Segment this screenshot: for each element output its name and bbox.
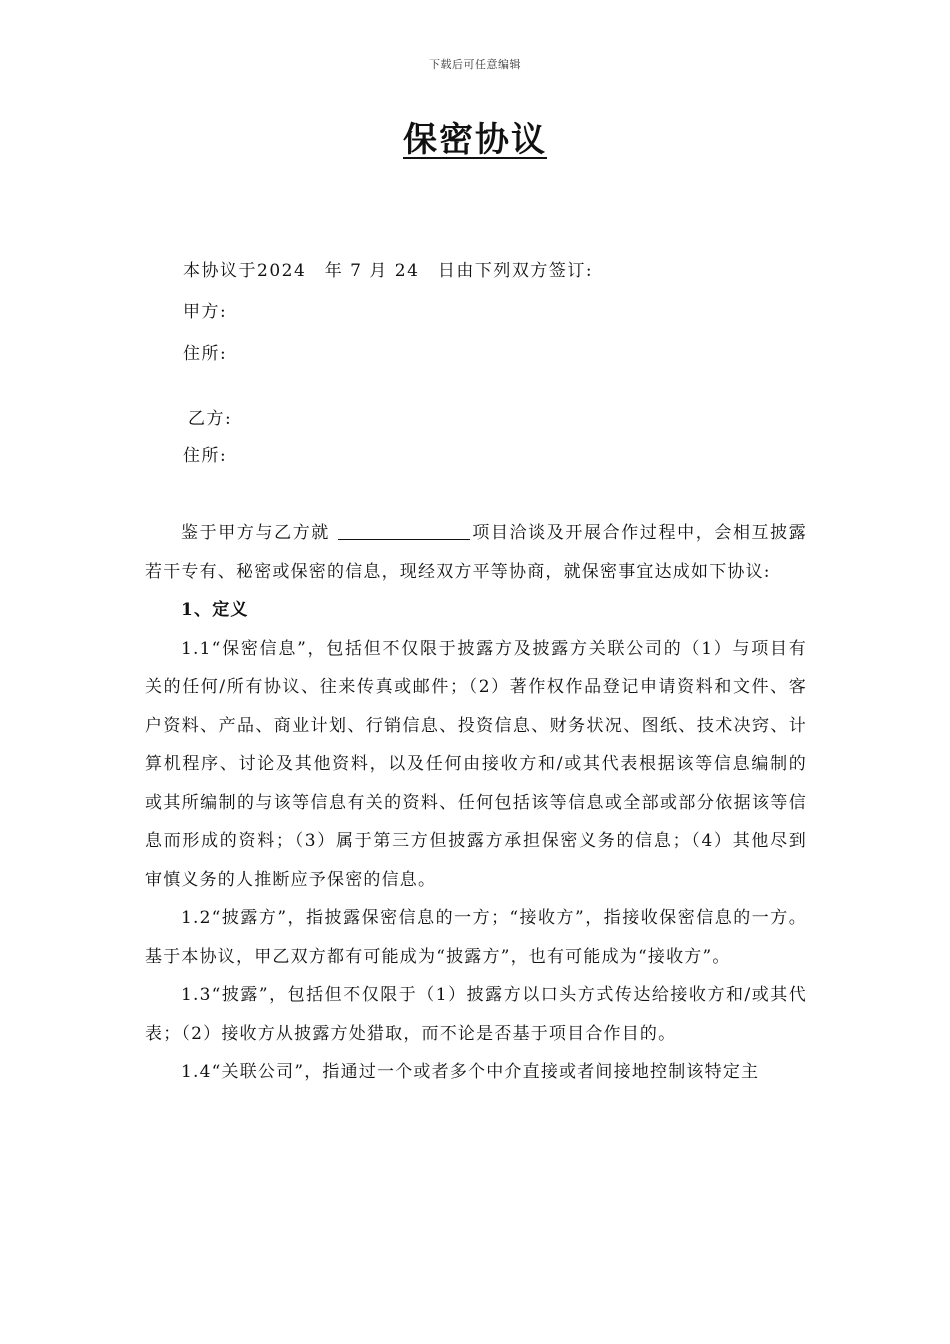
party-b-label: 乙方: [188,409,233,429]
party-a-address-label: 住所: [183,344,228,364]
date-line: 本协议于2024 年 7 月 24 日由下列双方签订: [183,261,594,281]
agreement-body [145,514,807,1092]
clause-1-2: 1.2“披露方”，指披露保密信息的一方；“接收方”，指接收保密信息的一方。基于本协议，甲乙双方都有可能成为“披露方”，也有可能成为“接收方”。 [145,908,807,967]
header-note: 下载后可任意编辑 [429,58,521,71]
preamble-after: 项目洽谈及开展合作过程中，会相互披露若干专有、秘密或保密的信息，现经双方平等协商，就保密事宜达成如下协议: [145,523,807,582]
clause-1-4: 1.4“关联公司”，指通过一个或者多个中介直接或者间接地控制该特定主 [181,1062,760,1082]
preamble-before: 鉴于甲方与乙方就 [181,523,330,543]
project-name-blank [338,521,470,540]
document-title: 保密协议 [403,120,547,160]
preamble-paragraph [145,514,807,591]
clause-1-3: 1.3“披露”，包括但不仅限于（1）披露方以口头方式传达给接收方和/或其代表；（2）接收方从披露方处猎取，而不论是否基于项目合作目的。 [145,985,807,1044]
clause-1-1: 1.1“保密信息”，包括但不仅限于披露方及披露方关联公司的（1）与项目有关的任何/所有协议、往来传真或邮件；（2）著作权作品登记申请资料和文件、客户资料、产品、商业计划、行销信息、投资信息、财务状况、图纸、技术决窍、计算机程序、讨论及其他资料，以及任何由接收方和/或其代表根据该等信息编制的或其所编制的与该等信息有关的资料、任何包括该等信息或全部或部分依据该等信息而形成的资料；（3）属于第三方但披露方承担保密义务的信息；（4）其他尽到审慎义务的人推断应予保密的信息。 [145,638,807,890]
party-a-label: 甲方: [183,302,228,322]
party-b-address-label: 住所: [183,446,228,466]
section-heading-definitions: 1、定义 [181,600,249,620]
